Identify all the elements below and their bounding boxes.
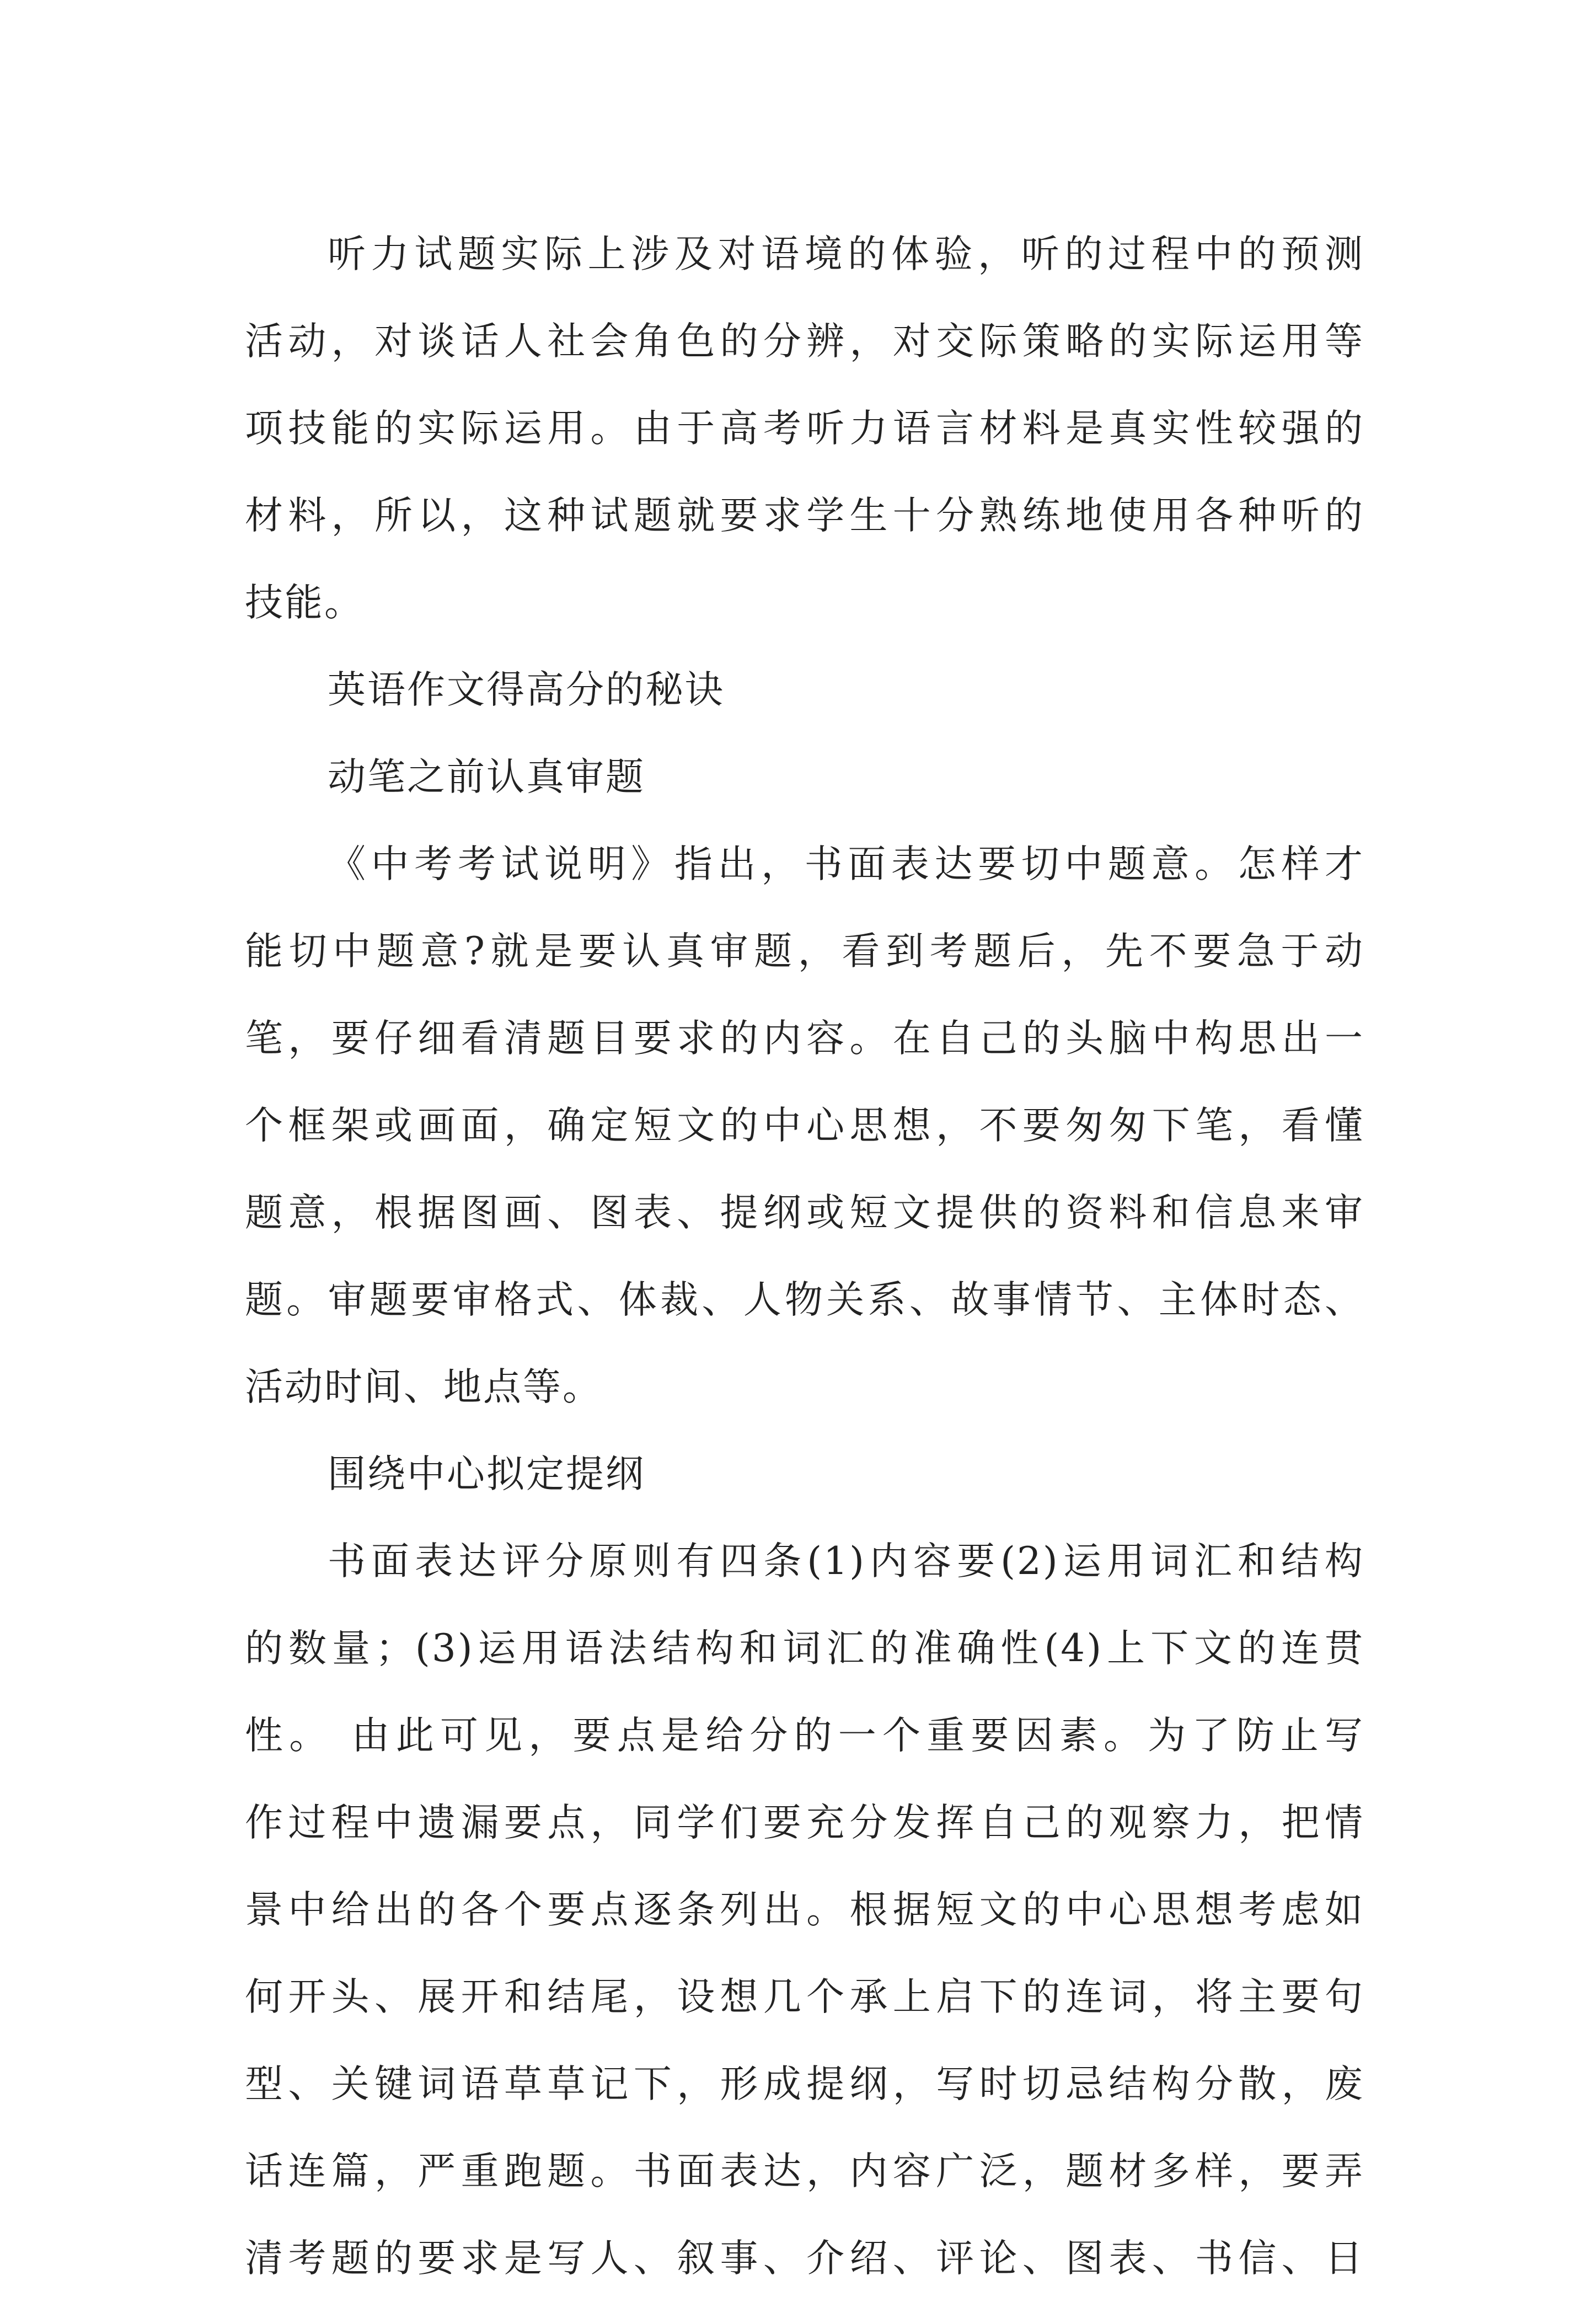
text-line: 活动，对谈话人社会角色的分辨，对交际策略的实际运用等 bbox=[245, 319, 1364, 363]
paragraph-listening-tests bbox=[245, 211, 1364, 646]
text-line: 题。审题要审格式、体裁、人物关系、故事情节、主体时态、 bbox=[245, 1278, 1364, 1322]
text-line: 书面表达评分原则有四条(1)内容要(2)运用词汇和结构 bbox=[328, 1539, 1364, 1583]
text-line: 《中考考试说明》指出，书面表达要切中题意。怎样才 bbox=[328, 842, 1364, 886]
text-line: 个框架或画面，确定短文的中心思想，不要匆匆下笔，看懂 bbox=[245, 1104, 1364, 1148]
document-body bbox=[245, 211, 1364, 2302]
paragraph-review-question bbox=[245, 821, 1364, 1431]
text-line: 听力试题实际上涉及对语境的体验，听的过程中的预测 bbox=[328, 232, 1364, 276]
text-line: 型、关键词语草草记下，形成提纲，写时切忌结构分散，废 bbox=[245, 2062, 1364, 2106]
text-line: 景中给出的各个要点逐条列出。根据短文的中心思想考虑如 bbox=[245, 1888, 1364, 1932]
text-line: 清考题的要求是写人、叙事、介绍、评论、图表、书信、日 bbox=[245, 2236, 1364, 2280]
text-line: 的数量；(3)运用语法结构和词汇的准确性(4)上下文的连贯 bbox=[245, 1626, 1364, 1671]
text-line: 性。 由此可见，要点是给分的一个重要因素。为了防止写 bbox=[245, 1714, 1364, 1758]
text-line: 笔，要仔细看清题目要求的内容。在自己的头脑中构思出一 bbox=[245, 1016, 1364, 1061]
text-line: 项技能的实际运用。由于高考听力语言材料是真实性较强的 bbox=[245, 406, 1364, 451]
section-heading-writing-tips: 英语作文得高分的秘诀 bbox=[328, 668, 725, 712]
section-heading-outline: 围绕中心拟定提纲 bbox=[328, 1452, 645, 1496]
text-line: 材料，所以，这种试题就要求学生十分熟练地使用各种听的 bbox=[245, 494, 1364, 538]
text-line: 何开头、展开和结尾，设想几个承上启下的连词，将主要句 bbox=[245, 1975, 1364, 2019]
text-line: 技能。 bbox=[245, 581, 364, 625]
text-line: 题意，根据图画、图表、提纲或短文提供的资料和信息来审 bbox=[245, 1191, 1364, 1235]
section-heading-review-question: 动笔之前认真审题 bbox=[328, 755, 645, 799]
paragraph-outline bbox=[245, 1518, 1364, 2302]
text-line: 活动时间、地点等。 bbox=[245, 1365, 602, 1409]
text-line: 能切中题意?就是要认真审题，看到考题后，先不要急于动 bbox=[245, 929, 1364, 973]
text-line: 作过程中遗漏要点，同学们要充分发挥自己的观察力，把情 bbox=[245, 1801, 1364, 1845]
text-line: 话连篇，严重跑题。书面表达，内容广泛，题材多样，要弄 bbox=[245, 2149, 1364, 2193]
